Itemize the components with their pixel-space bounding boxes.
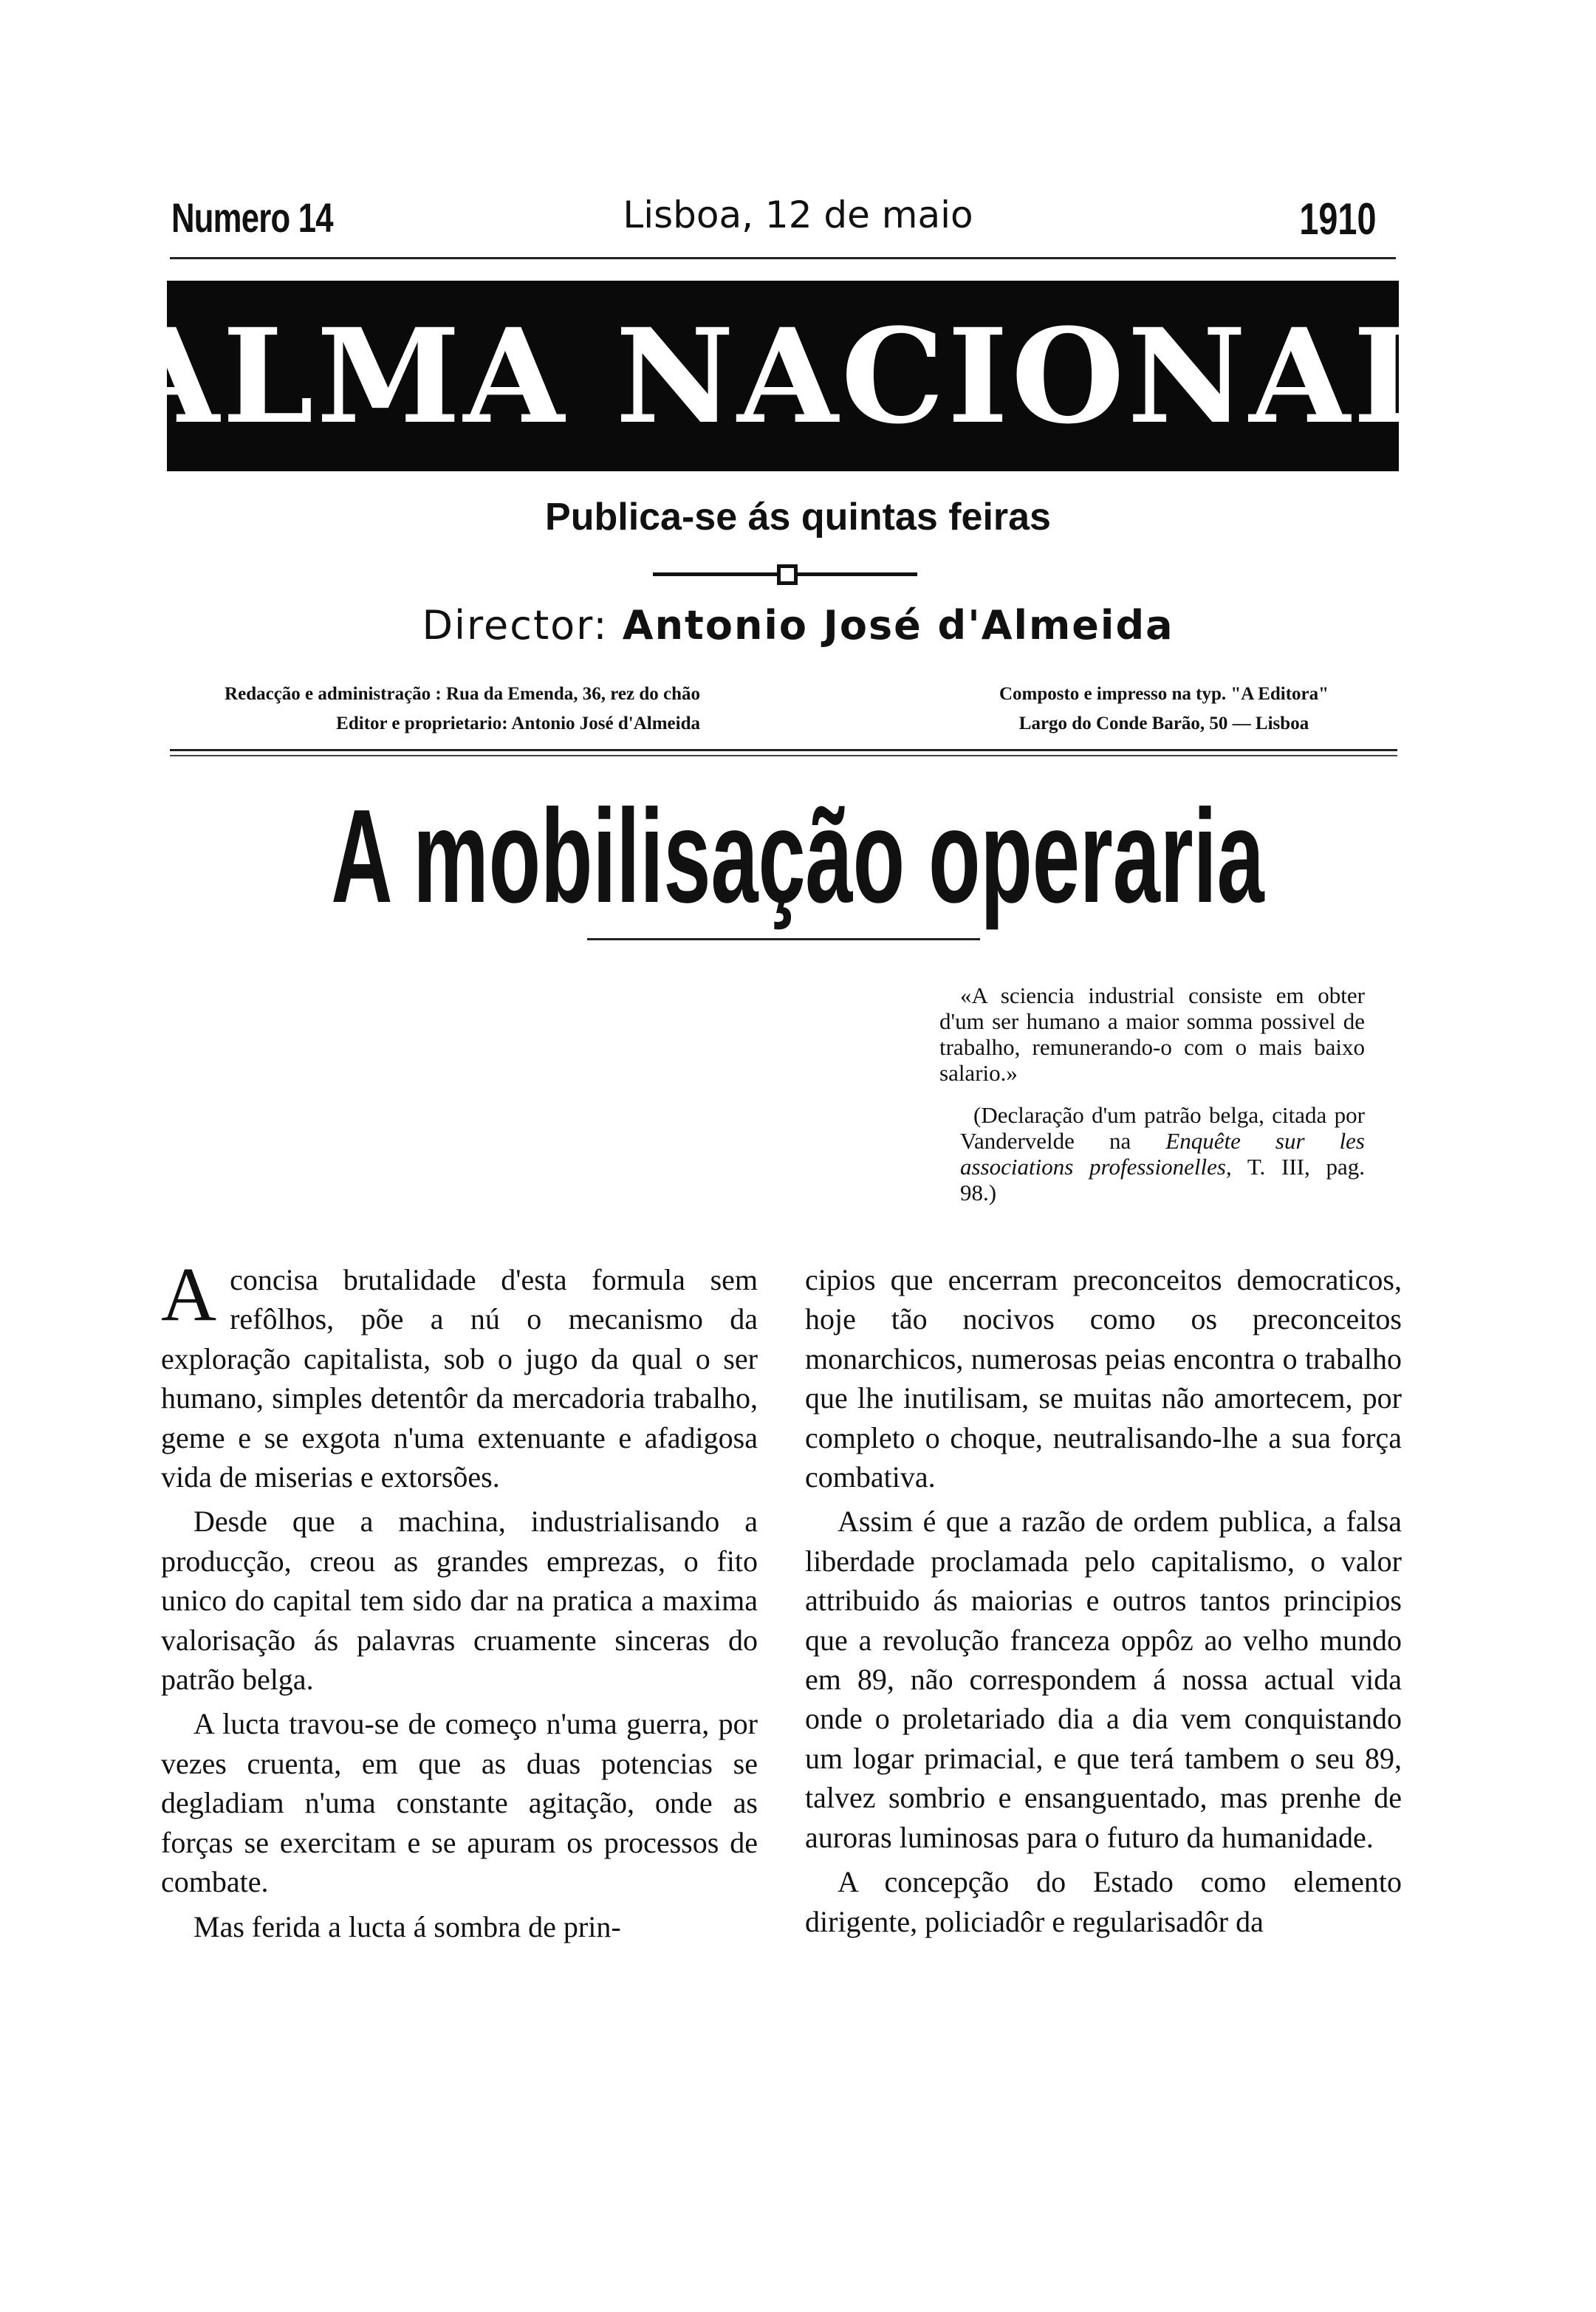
paragraph: A concepção do Estado como elemento dirigente, policiadôr e regularisadôr da <box>805 1865 1402 1938</box>
ornament-rule-right <box>792 572 917 576</box>
publication-schedule: Publica-se ás quintas feiras <box>545 496 1051 538</box>
ornament-square <box>777 564 798 585</box>
article-title-text: A mobilisação operaria <box>331 782 1265 931</box>
epigraph-source-work: Enquête sur les associations professionelles, <box>960 1128 1365 1180</box>
epigraph-quote: «A sciencia industrial consiste em obter d'um ser humano a maior somma possivel de trabalho, remunerando-o com o mais baixo salario.» <box>939 982 1365 1086</box>
ornament-rule-left <box>653 572 783 576</box>
article-title <box>0 783 1596 931</box>
director-line <box>0 602 1596 649</box>
paragraph: Assim é que a razão de ordem publica, a falsa liberdade proclamada pelo capitalismo, o valor attribuido ás maiorias e outros tantos principios que a revolução franceza oppôz ao velho mundo em 89, não correspondem á nossa actual vida onde o proletariado dia a dia vem conquistando um logar primacial, e que terá tambem o seu 89, talvez sombrio e ensanguentado, mas prenhe de auroras luminosas para o futuro da humanidade. <box>805 1505 1402 1854</box>
issue-year: 1910 <box>1298 194 1376 244</box>
imprint-left <box>198 680 700 739</box>
epigraph-source-suffix: T. III, pag. 98.) <box>960 1154 1365 1205</box>
paragraph: cipios que encerram preconceitos democraticos, hoje tão nocivos como os preconceitos monarchicos, numerosas peias encontra o trabalho que lhe inutilisam, se muitas não amortecem, por completo o choque, neutralisando-lhe a sua força combativa. <box>805 1263 1402 1494</box>
imprint-editor: Editor e proprietario: Antonio José d'Almeida <box>336 714 700 733</box>
imprint-printer: Composto e impresso na typ. "A Editora" <box>999 684 1329 704</box>
issue-number: Numero 14 <box>171 194 333 241</box>
paragraph <box>161 1252 758 1497</box>
imprint-address: Redacção e administração : Rua da Emenda, 36, rez do chão <box>225 684 700 704</box>
header-rule <box>170 257 1396 259</box>
masthead-rule-upper <box>170 749 1397 751</box>
masthead-rule-lower <box>170 755 1397 756</box>
epigraph <box>939 982 1365 1205</box>
newspaper-title: ALMA NACIONAL <box>118 299 1448 453</box>
paragraph: Mas ferida a lucta á sombra de prin- <box>193 1909 621 1943</box>
title-rule <box>587 938 980 940</box>
epigraph-source <box>939 1102 1365 1205</box>
drop-cap: A <box>161 1252 217 1337</box>
paragraph: Desde que a machina, industrialisando a producção, creou as grandes emprezas, o fito unico do capital tem sido dar na pratica a maxima valorisação ás palavras cruamente sinceras do patrão belga. <box>161 1505 758 1697</box>
director-label: Director: <box>422 602 609 649</box>
article-column-right <box>805 1260 1402 1946</box>
director-name: Antonio José d'Almeida <box>622 602 1174 649</box>
imprint-printer-address: Largo do Conde Barão, 50 — Lisboa <box>1018 714 1309 733</box>
paragraph: A lucta travou-se de começo n'uma guerra, por vezes cruenta, em que as duas potencias se degladiam n'uma constante agitação, onde as forças se exercitam e se apuram os processos de combate. <box>161 1707 758 1899</box>
imprint-right <box>957 680 1371 739</box>
article-column-left <box>161 1252 758 1952</box>
epigraph-source-prefix: (Declaração d'um patrão belga, citada por Vandervelde na <box>960 1102 1365 1154</box>
place-date: Lisboa, 12 de maio <box>623 194 973 236</box>
paragraph-text: concisa brutalidade d'esta formula sem refôlhos, põe a nú o mecanismo da exploração capitalista, sob o jugo da qual o ser humano, simples detentôr da mercadoria trabalho, geme e se exgota n'uma extenuante e afadigosa vida de miserias e extorsões. <box>161 1263 758 1494</box>
